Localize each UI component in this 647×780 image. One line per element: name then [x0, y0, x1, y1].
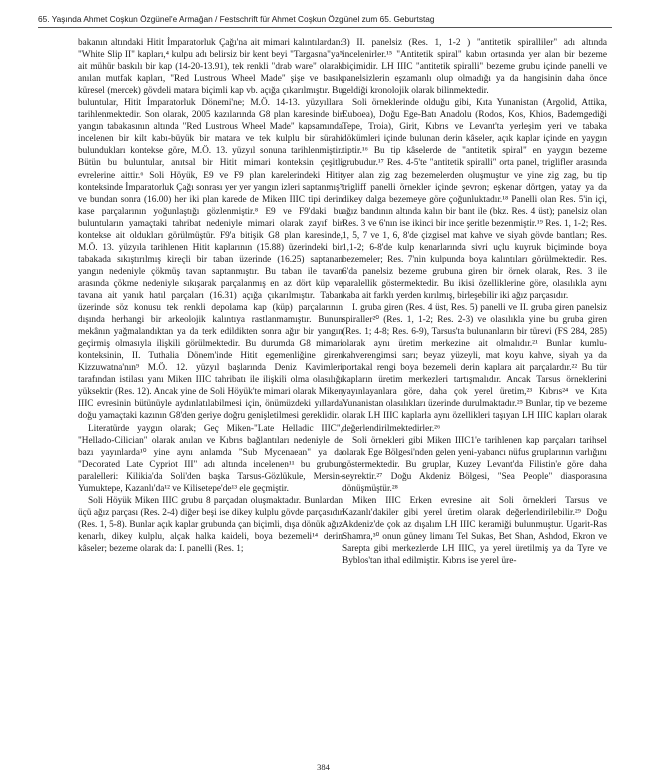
right-column [342, 37, 607, 567]
paragraph: Miken IIIC Erken evresine ait Soli örnekleri Tarsus ve Kazanlı'dakiler gibi yerel üretim olarak değerlendirilebilir.²⁹ Doğu Akdeniz'de çok az dışalım LH IIIC keramiği bulunmuştur. Ugarit-Ras Shamra,³⁰ onun güney limanı Tel Sukas, Bet Shan, Ashdod, Ekron ve Sarepta gibi merkezlerde LH IIIC, ya yerel üretilmiş ya da Tyre ve Byblos'tan ithal edilmiştir. Kıbrıs ise yerel üre- [342, 495, 607, 567]
running-header: 65. Yaşında Ahmet Coşkun Özgünel'e Armağan / Festschrift für Ahmet Coşkun Özgünel zum 65. Geburtstag [38, 14, 435, 24]
page-number: 384 [317, 762, 330, 772]
paragraph: 3) II. panelsiz (Res. 1, 1-2 ) "antitetik spiralliler" adı altında incelenirler.¹⁵ "Antitetik spiral" kabın ortasında yer alan bir bezeme biçimidir. LH IIIC "antitetik spiralli" bezeme grubu içinde panelli ve panelsizlerin eşzamanlı olup olmadığı ya da hangisinin daha önce geldiği kronolojik olarak bilinmektedir. [342, 38, 607, 97]
paragraph: Soli örnekleri gibi Miken IIIC1'e tarihlenen kap parçaları tarihsel olarak Ege Bölgesi'nden gelen yeni-yabancı nüfus gruplarının varlığını göstermektedir. Bu gruplar, Kuzey Levant'da Filistin'e göre daha seyrektir.²⁷ Doğu Akdeniz Bölgesi, "Sea People" diasporasına dönüşmüştür.²⁸ [342, 435, 607, 494]
left-column [78, 37, 343, 555]
header-rule [38, 27, 612, 28]
paragraph: bakanın altındaki Hitit İmparatorluk Çağı'na ait mimari kalıntılardan: "White Slip II" kapları,⁴ kulpu adı belirsiz bir kent beyi "Targasna"ya⁵ ait mühür baskılı bir kap (14-20-13.91), tek renkli "drab ware" olarak anılan mutfak kapları, "Red Lustrous Wheel Made" şişe ve basık küresel (mercek) gövdeli matara biçimli kap vb. açığa çıkarılmıştır. Bu buluntular, Hitit İmparatorluk Dönemi'ne; M.Ö. 14-13. yüzyıllara tarihlenmektedir. Son olarak, 2005 kazılarında G8 plan karesinde bir yangın tabakasının altında "Red Lustrous Wheel Made" kapsamında incelenen bir kilt kabı-büyük bir matara ve tek kulplu bir sürahi bulundukları kontekse göre, M.Ö. 13. yüzyıl sonuna tarihlenmiştir. Bütün bu buluntular, anıtsal bir Hitit mimari konteksin çeşitli evrelerine aittir.⁶ Soli Höyük, E9 ve F9 plan karelerindeki Hitit konteksinde İmparatorluk Çağı sonrası yer yer yangın izleri saptanmış⁷ ve bundan sonra (16.00) her iki plan karede de Miken IIIC tipi derin kase parçalarının yoğunlaştığı gözlenmiştir.⁸ E9 ve F9'daki bu buluntuların yamaçtaki tahribat nedeniyle mimari olarak zayıf bir kontekse ait oldukları görülmüştür. F9'a bitişik G8 plan karesinde, M.Ö. 13. yüzyıla tarihlenen Hitit kaplarının (15.88) üzerindeki bir tabakada sıkıştırılmış kireçli bir taban üzerinde (16.25) saptanan yangın nedeniyle çökmüş tavan saptanmıştır. Bu taban ile tavan arasında çökme nedeniyle sıkışarak parçalanmış en az dört küp ve tavana ait yanık hatıl parçaları (16.31) açığa çıkarılmıştır. Taban üzerinde söz konusu tek renkli depolama kap (küp) parçalarının dışında herhangi bir arkeolojik kalıntıya rastlanmamıştır. Bunun mekânın yağmalandıktan ya da terk edildikten sonra ağır bir yangın geçirmiş olmasıyla ilişkili görülmektedir. Bu durumda G8 mimari konteksinin, II. Tuthalia Dönem'inde Hitit egemenliğine giren Kizzuwatna'nın⁹ M.Ö. 12. yüzyıl başlarında Deniz Kavimleri tarafından istilası yanı Miken IIIC tahribatı ile ilişkili olma olasılığı yüksektir (Res. 12). Ancak yine de Soli Höyük'te mimari olarak Miken IIIC evresinin bütünüyle aydınlatılabilmesi için, önümüzdeki yıllarda doğu yamaçtaki kazının G8'den geriye doğru genişletilmesi gereklidir. [78, 38, 343, 422]
paragraph: Soli Höyük Miken IIIC grubu 8 parçadan oluşmaktadır. Bunlardan üçü ağız parçası (Res. 2-4) diğer beşi ise dikey kulplu gövde parçasıdır (Res. 1, 5-8). Bunlar açık kaplar grubunda çan biçimli, dışa dönük ağız kenarlı, dikey kulplu, alçak halka kaideli, boya bezemeli¹⁴ derin kâseler; bezeme olarak da: I. panelli (Res. 1; [78, 495, 343, 554]
paragraph: Literatürde yaygın olarak; Geç Miken-"Late Helladic IIIC", "Hellado-Cilician" olarak anılan ve Kıbrıs bağlantıları nedeniyle de bazı yayınlarda¹⁰ yine aynı anlamda "Sub Mycenaean" ya da "Decorated Late Cypriot III" adı altında incelenen¹¹ bu grubun paralelleri: Kilikia'da Soli'den başka Tarsus-Gözlükule, Mersin-Yumuktepe, Kazanlı'da¹² ve Kilisetepe'de¹³ ele geçmiştir. [78, 423, 343, 494]
paragraph: Soli örneklerinde olduğu gibi, Kıta Yunanistan (Argolid, Attika, Euboea), Doğu Ege-Batı Anadolu (Rodos, Kos, Khios, Bademgediği Tepe, Troia), Girit, Kıbrıs ve Levant'ta yerleşim yeri ve tabaka dökümleri içinde bulunan derin kâseler, açık kaplar içinde en yaygın tiptir.¹⁶ Bu tip kâselerde de "antitetik spiral" en yaygın bezeme grubudur.¹⁷ Res. 4-5'te "antitetik spiralli" orta panel, triglifler arasında yer alan zig zag bezemelerden oluşmuştur ve yine zig zag, bu tip trigliff panelli örnekler içinde şevron; eşkenar dörtgen, yatay ya da dikey dalga bezemeye göre çoğunluktadır.¹⁸ Panelli olan Res. 5'in içi, ağız bandının altında kalın bir bant ile (bkz. Res. 4 üst); panelsiz olan Res. 3 ve 6'nın ise ikinci bir ince şeritle bezenmiştir.¹⁹ Res. 1, 1-2; Res. 1, 5, 7 ve 1, 6, 8'de çizgisel mat kahve ve siyah gövde bantları; Res. 1,1-2; 6-8'de kulp kenarlarında sivri uçlu kuyruk biçiminde boya bezemeler; Res. 7'nin kulpunda boya kalıntıları görülmektedir. Res. 6'da panelsiz bezeme grubuna giren bir örnek olarak, Res. 3 ile paralellik göstermektedir. Bu ikisi özelliklerine göre, olasılıkla aynı kaba ait farklı yerden kırılmış, birleşebilir iki ağız parçasıdır. [342, 98, 607, 301]
paragraph: I. gruba giren (Res. 4 üst, Res. 5) panelli ve II. gruba giren panelsiz spiraller²⁰ (Res. 1, 1-2; Res. 2-3) ve olasılıkla yine bu gruba giren (Res. 1; 4-8; Res. 6-9), Tarsus'ta bulunanların bir türevi (FS 284, 285) olarak aynı üretim merkezine ait olmalıdır.²¹ Bunlar kumlu-kahverengimsi sarı; beyaz yüzeyli, mat koyu kahve, siyah ya da portakal rengi boya bezemeli derin kaplara ait parçalardır.²² Bu tür kapların üretim merkezleri tartışmalıdır. Ancak Tarsus örneklerini yayınlayanlara göre, daha çok yerel üretim,²³ Kıbrıs²⁴ ve Kıta Yunanistan olasılıkları üzerinde durulmaktadır.²⁵ Bunlar, tip ve bezeme olarak LH IIIC kaplarla aynı özellikleri taşıyan LH IIIC kapları olarak değerlendirilmektedirler.²⁶ [342, 303, 607, 434]
